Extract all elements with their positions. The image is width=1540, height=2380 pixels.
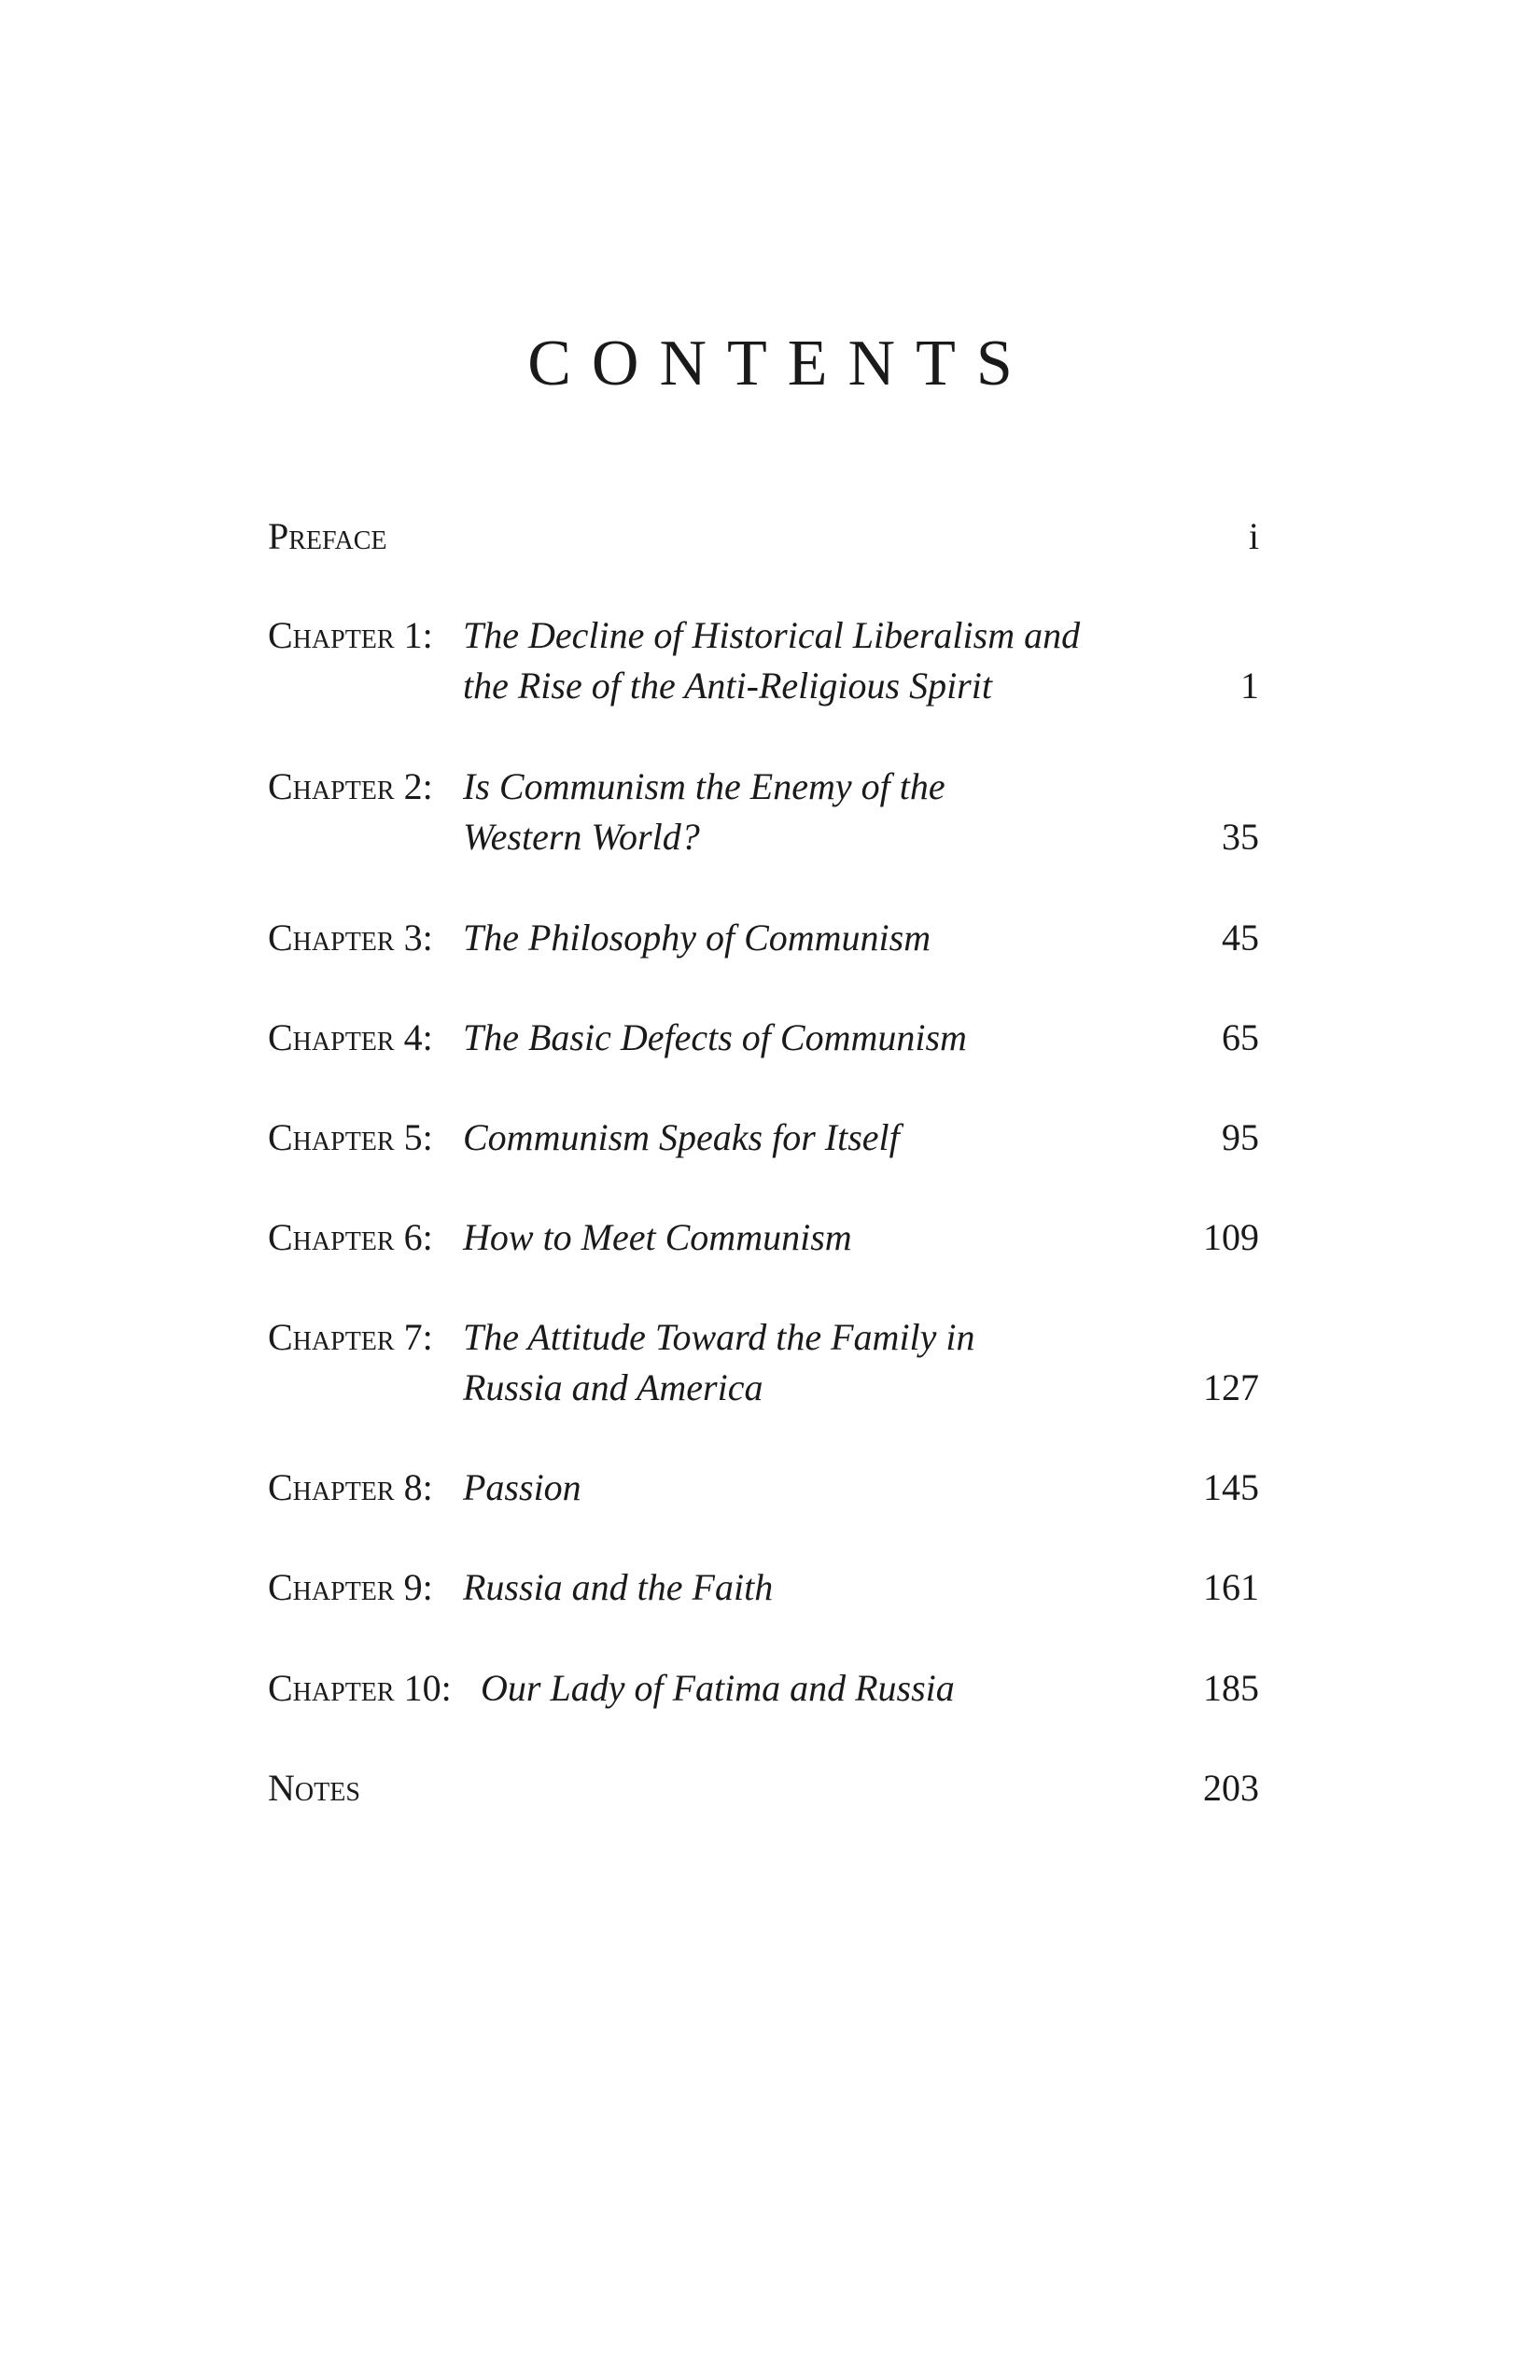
entry-title-line: the Rise of the Anti-Religious Spirit [463, 665, 992, 707]
entry-page-number: i [1248, 515, 1259, 557]
entry-title [463, 1212, 1098, 1263]
entry-label: Chapter 7: [268, 1316, 433, 1358]
entry-title-line: Communism Speaks for Itself [463, 1116, 900, 1158]
entry-page-number: 65 [1222, 1016, 1259, 1058]
entry-label: Chapter 8: [268, 1466, 433, 1508]
entry-page-number: 127 [1203, 1366, 1259, 1408]
entry-title [481, 1663, 1115, 1714]
entry-label: Chapter 9: [268, 1566, 433, 1608]
entry-label: Chapter 6: [268, 1216, 433, 1258]
entry-page-number: 35 [1222, 816, 1259, 858]
entry-label: Notes [268, 1767, 360, 1809]
entry-page-number: 45 [1222, 917, 1259, 959]
entry-label: Chapter 2: [268, 765, 433, 807]
entry-title [463, 762, 1098, 862]
entry-page-number: 203 [1203, 1767, 1259, 1809]
entry-title-line: Russia and America [463, 1366, 763, 1408]
entry-title-line: Western World? [463, 816, 700, 858]
entry-label: Preface [268, 515, 387, 557]
entry-title-line: The Decline of Historical Liberalism and [463, 614, 1081, 656]
entry-page-number: 95 [1222, 1116, 1259, 1158]
entry-title [463, 1312, 1098, 1413]
entry-title-line: Russia and the Faith [463, 1566, 774, 1608]
entry-title-line: The Philosophy of Communism [463, 917, 931, 959]
entry-label: Chapter 4: [268, 1016, 433, 1058]
entry-title [463, 610, 1098, 711]
entry-page-number: 109 [1203, 1216, 1259, 1258]
entry-title-line: Is Communism the Enemy of the [463, 765, 945, 807]
entry-label: Chapter 10: [268, 1667, 452, 1709]
entry-label: Chapter 3: [268, 917, 433, 959]
entry-title-line: Passion [463, 1466, 581, 1508]
entry-page-number: 145 [1203, 1466, 1259, 1508]
page-title: CONTENTS [527, 328, 1033, 399]
entry-page-number: 1 [1240, 665, 1259, 707]
entry-title-line: How to Meet Communism [463, 1216, 852, 1258]
entry-page-number: 185 [1203, 1667, 1259, 1709]
entry-title [463, 1113, 1098, 1163]
entry-title [463, 913, 1098, 963]
entry-title-line: The Attitude Toward the Family in [463, 1316, 975, 1358]
entry-page-number: 161 [1203, 1566, 1259, 1608]
entry-label: Chapter 1: [268, 614, 433, 656]
entry-title [463, 1463, 1098, 1513]
entry-title-line: Our Lady of Fatima and Russia [481, 1667, 955, 1709]
entry-title [463, 1562, 1098, 1613]
entry-title-line: The Basic Defects of Communism [463, 1016, 967, 1058]
entry-title [463, 1013, 1098, 1063]
entry-label: Chapter 5: [268, 1116, 433, 1158]
